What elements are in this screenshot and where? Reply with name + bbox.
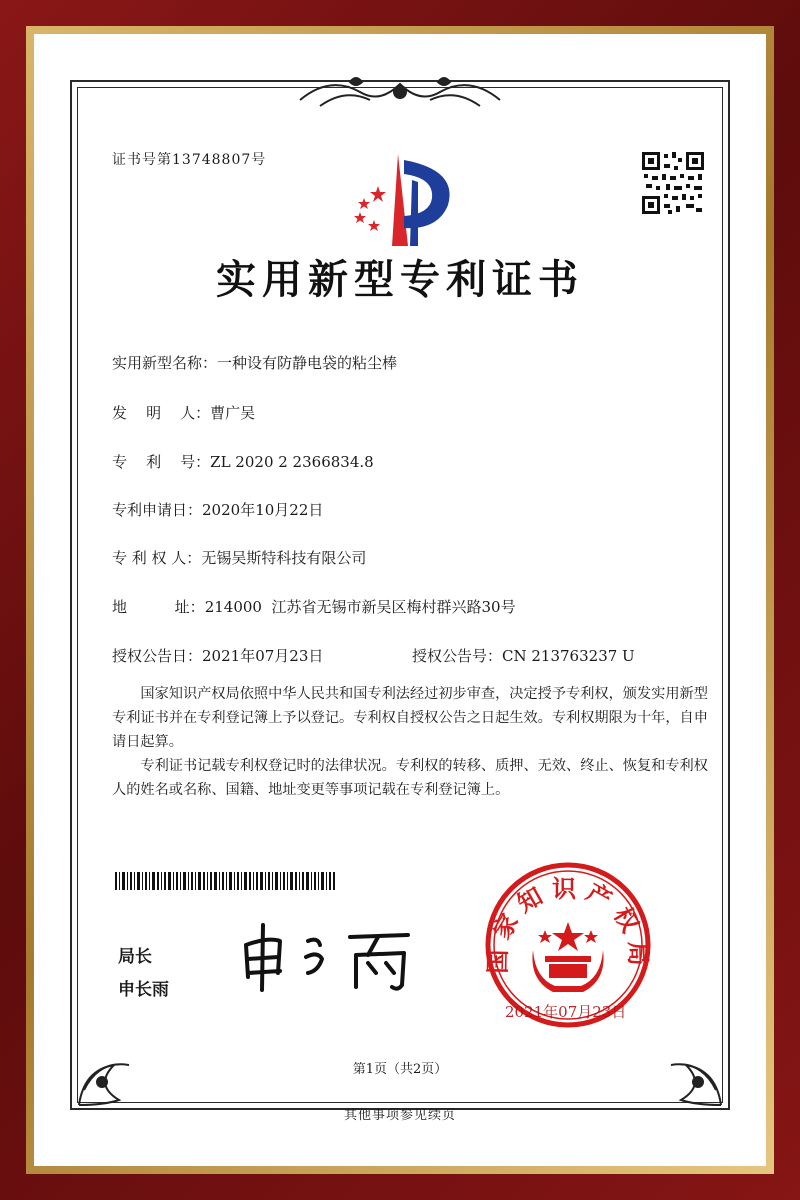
field-value: 2021年07月23日 xyxy=(202,647,324,665)
qr-code-icon xyxy=(640,150,706,216)
field-label: 专 利 号： xyxy=(112,453,211,471)
field-value: 一种设有防静电袋的粘尘棒 xyxy=(217,354,398,372)
field-inventor xyxy=(112,402,255,423)
field-label: 实用新型名称： xyxy=(112,354,218,372)
field-label: 授权公告日： xyxy=(112,647,203,665)
field-address xyxy=(112,596,516,617)
field-filing-date xyxy=(112,499,323,520)
field-label: 授权公告号： xyxy=(412,647,503,665)
seal-date: 2021年07月23日 xyxy=(505,1003,627,1021)
field-value: CN 213763237 U xyxy=(502,647,635,665)
field-label: 专利申请日： xyxy=(112,501,203,519)
field-value: ZL 2020 2 2366834.8 xyxy=(210,453,374,471)
cnipa-logo-icon xyxy=(338,150,462,250)
field-label: 专 利 权 人： xyxy=(112,549,202,567)
field-label: 发 明 人： xyxy=(112,404,211,422)
footer-note: 其他事项参见续页 xyxy=(343,1108,456,1123)
signer-title: 局长 xyxy=(118,947,152,967)
field-value: 无锡吴斯特科技有限公司 xyxy=(201,549,367,567)
statement-paragraph-2: 专利证书记载专利权登记时的法律状况。专利权的转移、质押、无效、终止、恢复和专利权人的姓名或名称、国籍、地址变更等事项记载在专利登记簿上。 xyxy=(112,758,708,798)
page-indicator: 第1页（共2页） xyxy=(352,1062,448,1077)
field-patentee xyxy=(112,547,366,568)
field-utility-model-name xyxy=(112,352,397,373)
signer-name: 申长雨 xyxy=(118,980,169,1000)
field-value: 214000 江苏省无锡市新吴区梅村群兴路30号 xyxy=(204,598,516,616)
barcode-icon xyxy=(115,872,335,890)
certificate-title: 实用新型专利证书 xyxy=(216,256,584,303)
handwritten-signature-icon xyxy=(238,915,428,995)
field-label: 地 址： xyxy=(112,598,205,616)
field-grant-number xyxy=(412,645,635,666)
field-patent-number xyxy=(112,451,374,472)
certificate-number: 证书号第13748807号 xyxy=(112,152,267,168)
statement-paragraph-1: 国家知识产权局依照中华人民共和国专利法经过初步审查，决定授予专利权，颁发实用新型专利证书并在专利登记簿上予以登记。专利权自授权公告之日起生效。专利权期限为十年，自申请日起算。 xyxy=(112,686,708,750)
seal-text: 国家知识产权局 xyxy=(483,873,653,974)
top-ornament-icon xyxy=(290,70,510,114)
field-value: 曹广吴 xyxy=(210,404,256,422)
field-grant-date xyxy=(112,645,323,666)
field-value: 2020年10月22日 xyxy=(202,501,324,519)
